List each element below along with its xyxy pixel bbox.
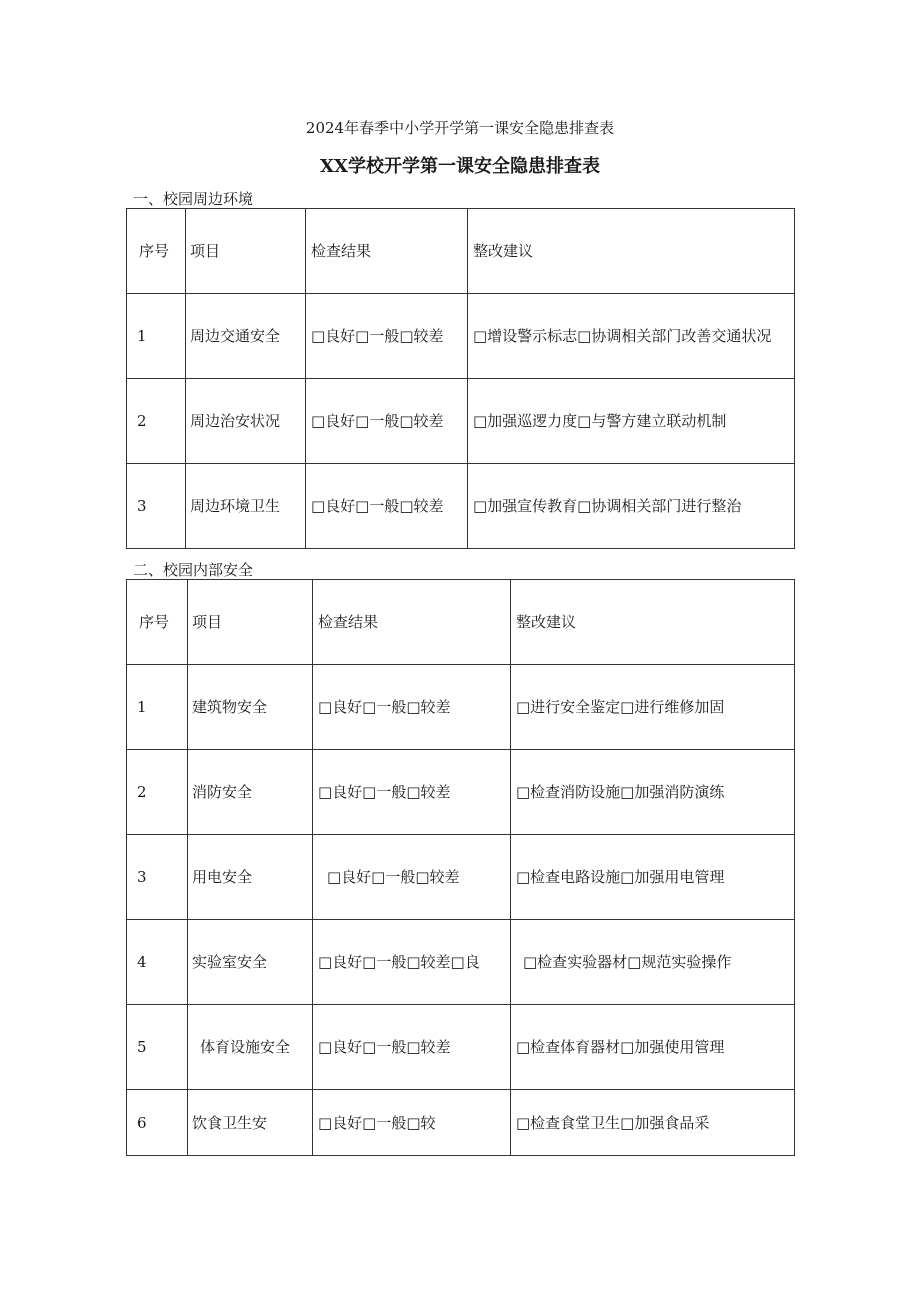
- row-no: 3: [127, 835, 188, 920]
- row-suggestion: □检查消防设施□加强消防演练: [511, 750, 795, 835]
- header-item: 项目: [188, 580, 313, 665]
- header-no: 序号: [127, 580, 188, 665]
- row-item: 饮食卫生安: [188, 1090, 313, 1156]
- row-result: □良好□一般□较: [313, 1090, 511, 1156]
- row-item: 建筑物安全: [188, 665, 313, 750]
- header-item: 项目: [186, 209, 306, 294]
- row-suggestion: □进行安全鉴定□进行维修加固: [511, 665, 795, 750]
- row-result: □良好□一般□较差: [313, 835, 511, 920]
- header-suggestion: 整改建议: [468, 209, 795, 294]
- table-row: [127, 920, 795, 1005]
- table-row: [127, 379, 795, 464]
- table-row: [127, 294, 795, 379]
- row-result: □良好□一般□较差: [306, 379, 468, 464]
- row-no: 6: [127, 1090, 188, 1156]
- row-suggestion: □检查体育器材□加强使用管理: [511, 1005, 795, 1090]
- header-no: 序号: [127, 209, 186, 294]
- row-item: 周边交通安全: [186, 294, 306, 379]
- row-suggestion: □增设警示标志□协调相关部门改善交通状况: [468, 294, 795, 379]
- row-item: 用电安全: [188, 835, 313, 920]
- table-row: [127, 835, 795, 920]
- row-suggestion: □加强巡逻力度□与警方建立联动机制: [468, 379, 795, 464]
- row-no: 4: [127, 920, 188, 1005]
- document-subtitle: XX学校开学第一课安全隐患排查表: [320, 156, 600, 177]
- row-item: 消防安全: [188, 750, 313, 835]
- row-no: 1: [127, 665, 188, 750]
- row-suggestion: □检查实验器材□规范实验操作: [511, 920, 795, 1005]
- table-row: [127, 1005, 795, 1090]
- header-result: 检查结果: [313, 580, 511, 665]
- document-title: 2024年春季中小学开学第一课安全隐患排查表: [305, 119, 615, 137]
- table-header-row: [127, 209, 795, 294]
- table-row: [127, 1090, 795, 1156]
- section2-heading: 二、校园内部安全: [133, 561, 254, 579]
- row-no: 5: [127, 1005, 188, 1090]
- table-row: [127, 750, 795, 835]
- row-result: □良好□一般□较差□良: [313, 920, 511, 1005]
- row-suggestion: □加强宣传教育□协调相关部门进行整治: [468, 464, 795, 549]
- row-no: 3: [127, 464, 186, 549]
- row-suggestion: □检查食堂卫生□加强食品采: [511, 1090, 795, 1156]
- row-suggestion: □检查电路设施□加强用电管理: [511, 835, 795, 920]
- row-no: 2: [127, 379, 186, 464]
- row-item: 周边环境卫生: [186, 464, 306, 549]
- section1-table: [126, 208, 795, 549]
- table-header-row: [127, 580, 795, 665]
- section2-table: [126, 579, 795, 1156]
- table-row: [127, 665, 795, 750]
- row-result: □良好□一般□较差: [306, 464, 468, 549]
- header-suggestion: 整改建议: [511, 580, 795, 665]
- row-no: 2: [127, 750, 188, 835]
- table-row: [127, 464, 795, 549]
- section1-heading: 一、校园周边环境: [133, 190, 254, 208]
- row-item: 体育设施安全: [188, 1005, 313, 1090]
- row-item: 实验室安全: [188, 920, 313, 1005]
- header-result: 检查结果: [306, 209, 468, 294]
- row-no: 1: [127, 294, 186, 379]
- row-result: □良好□一般□较差: [313, 1005, 511, 1090]
- row-result: □良好□一般□较差: [313, 665, 511, 750]
- row-result: □良好□一般□较差: [306, 294, 468, 379]
- row-item: 周边治安状况: [186, 379, 306, 464]
- row-result: □良好□一般□较差: [313, 750, 511, 835]
